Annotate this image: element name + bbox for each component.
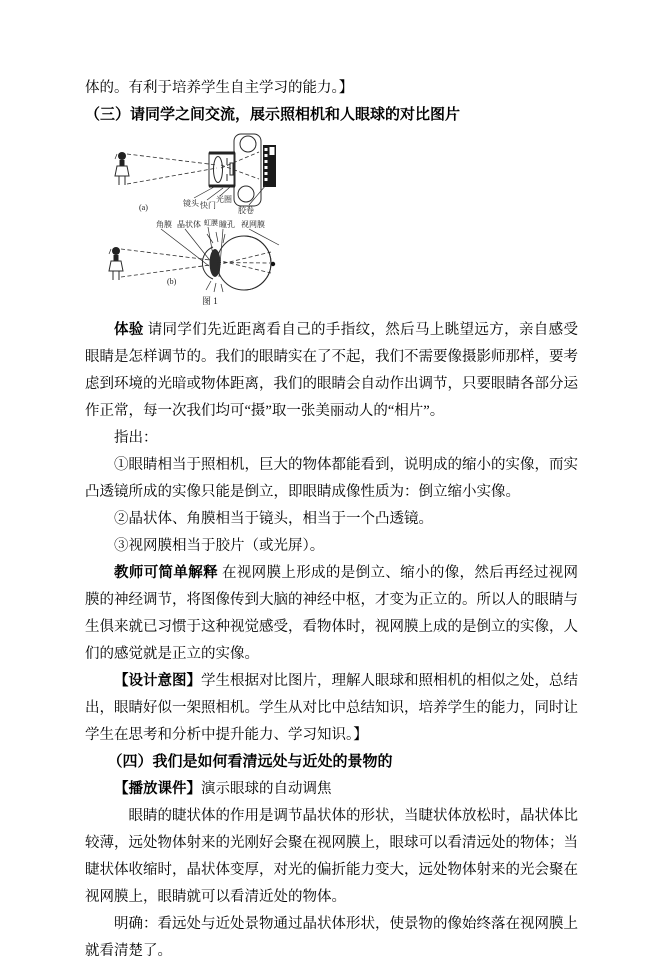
paragraph-point-out xyxy=(85,425,578,452)
paragraph-text: 眼睛的睫状体的作用是调节晶状体的形状，当睫状体放松时，晶状体比较薄，远处物体射来的光刚好会聚在视网膜上，眼球可以看清远处的物体；当睫状体收缩时，晶状体变厚，对光的偏折能力变大，远处物体射来的光会聚在视网膜上，眼睛就可以看清近处的物体。 xyxy=(85,808,578,905)
label-lens: 镜头 xyxy=(183,199,199,208)
label-pupil: 瞳孔 xyxy=(219,220,235,229)
label-crystalline-lens: 晶状体 xyxy=(177,220,201,229)
label-shutter: 快门 xyxy=(200,201,216,210)
heading-text: （三）请同学之间交流，展示照相机和人眼球的对比图片 xyxy=(85,107,461,123)
play-courseware-lead: 【播放课件】 xyxy=(114,781,201,797)
paragraph-design-intent xyxy=(85,668,578,749)
paragraph-text: ①眼睛相当于照相机，巨大的物体都能看到，说明成的缩小的实像，而实凸透镜所成的实像只能是倒立，即眼睛成像性质为：倒立缩小实像。 xyxy=(85,457,578,500)
paragraph-text: 在视网膜上形成的是倒立、缩小的像，然后再经过视网膜的神经调节，将图像传到大脑的神经中枢，才变为正立的。所以人的眼睛与生俱来就已习惯于这种视觉感受，看物体时，视网膜上成的是倒立的实像，人们的感觉就是正立的实像。 xyxy=(85,565,579,662)
label-film: 胶卷 xyxy=(238,206,254,215)
label-cornea: 角膜 xyxy=(156,220,172,229)
paragraph-text: 学生根据对比图片，理解人眼球和照相机的相似之处，总结出，眼睛好似一架照相机。学生从对比中总结知识，培养学生的能力，同时让学生在思考和分析中提升能力、学习知识。】 xyxy=(85,673,578,743)
paragraph-point-3 xyxy=(85,533,578,560)
person-figure-b xyxy=(109,247,123,280)
label-retina: 视网膜 xyxy=(241,220,265,229)
paragraph-experience xyxy=(85,317,578,425)
paragraph-text: ③视网膜相当于胶片（或光屏）。 xyxy=(114,538,325,554)
paragraph-text: 明确：看远处与近处景物通过晶状体形状，使景物的像始终落在视网膜上就看清楚了。 xyxy=(85,916,578,959)
experience-lead: 体验 xyxy=(114,322,148,338)
paragraph-text: 请同学们先近距离看自己的手指纹，然后马上眺望远方，亲自感受眼睛是怎样调节的。我们的眼睛实在了不起，我们不需要像摄影师那样，要考虑到环境的光暗或物体距离，我们的眼睛会自动作出调节，只要眼睛各部分运作正常，每一次我们均可“摄”取一张美丽动人的“相片”。 xyxy=(85,322,579,419)
paragraph-play-courseware xyxy=(85,776,578,803)
eye-diagram xyxy=(202,232,275,292)
sublabel-b: (b) xyxy=(167,277,177,286)
light-rays-b xyxy=(121,249,271,277)
sublabel-a: (a) xyxy=(139,203,148,212)
paragraph-text: 体的。有利于培养学生自主学习的能力。】 xyxy=(85,80,354,96)
eye-label-pointers xyxy=(161,227,279,277)
paragraph-point-1 xyxy=(85,452,578,506)
paragraph-text: 演示眼球的自动调焦 xyxy=(201,781,332,797)
label-aperture: 光圈 xyxy=(216,195,232,204)
paragraph-text: 指出： xyxy=(114,430,158,446)
teacher-explanation-lead: 教师可简单解释 xyxy=(114,565,222,581)
label-iris: 虹膜 xyxy=(204,219,218,227)
design-intent-lead: 【设计意图】 xyxy=(114,673,201,689)
heading-section-three xyxy=(85,102,578,129)
heading-text: （四）我们是如何看清远处与近处的景物的 xyxy=(107,754,393,770)
figure-1 xyxy=(85,129,578,317)
figure-caption: 图 1 xyxy=(202,296,218,306)
film-strip xyxy=(263,145,276,187)
heading-section-four xyxy=(85,749,578,776)
paragraph-text: ②晶状体、角膜相当于镜头，相当于一个凸透镜。 xyxy=(114,511,433,527)
continuation-paragraph xyxy=(85,75,578,102)
person-figure-a xyxy=(115,152,129,185)
camera-eye-comparison-figure xyxy=(103,132,343,310)
paragraph-ciliary-body xyxy=(85,803,578,911)
light-rays-a xyxy=(127,152,259,184)
paragraph-clarify xyxy=(85,911,578,965)
paragraph-teacher-explanation xyxy=(85,560,578,668)
paragraph-point-2 xyxy=(85,506,578,533)
